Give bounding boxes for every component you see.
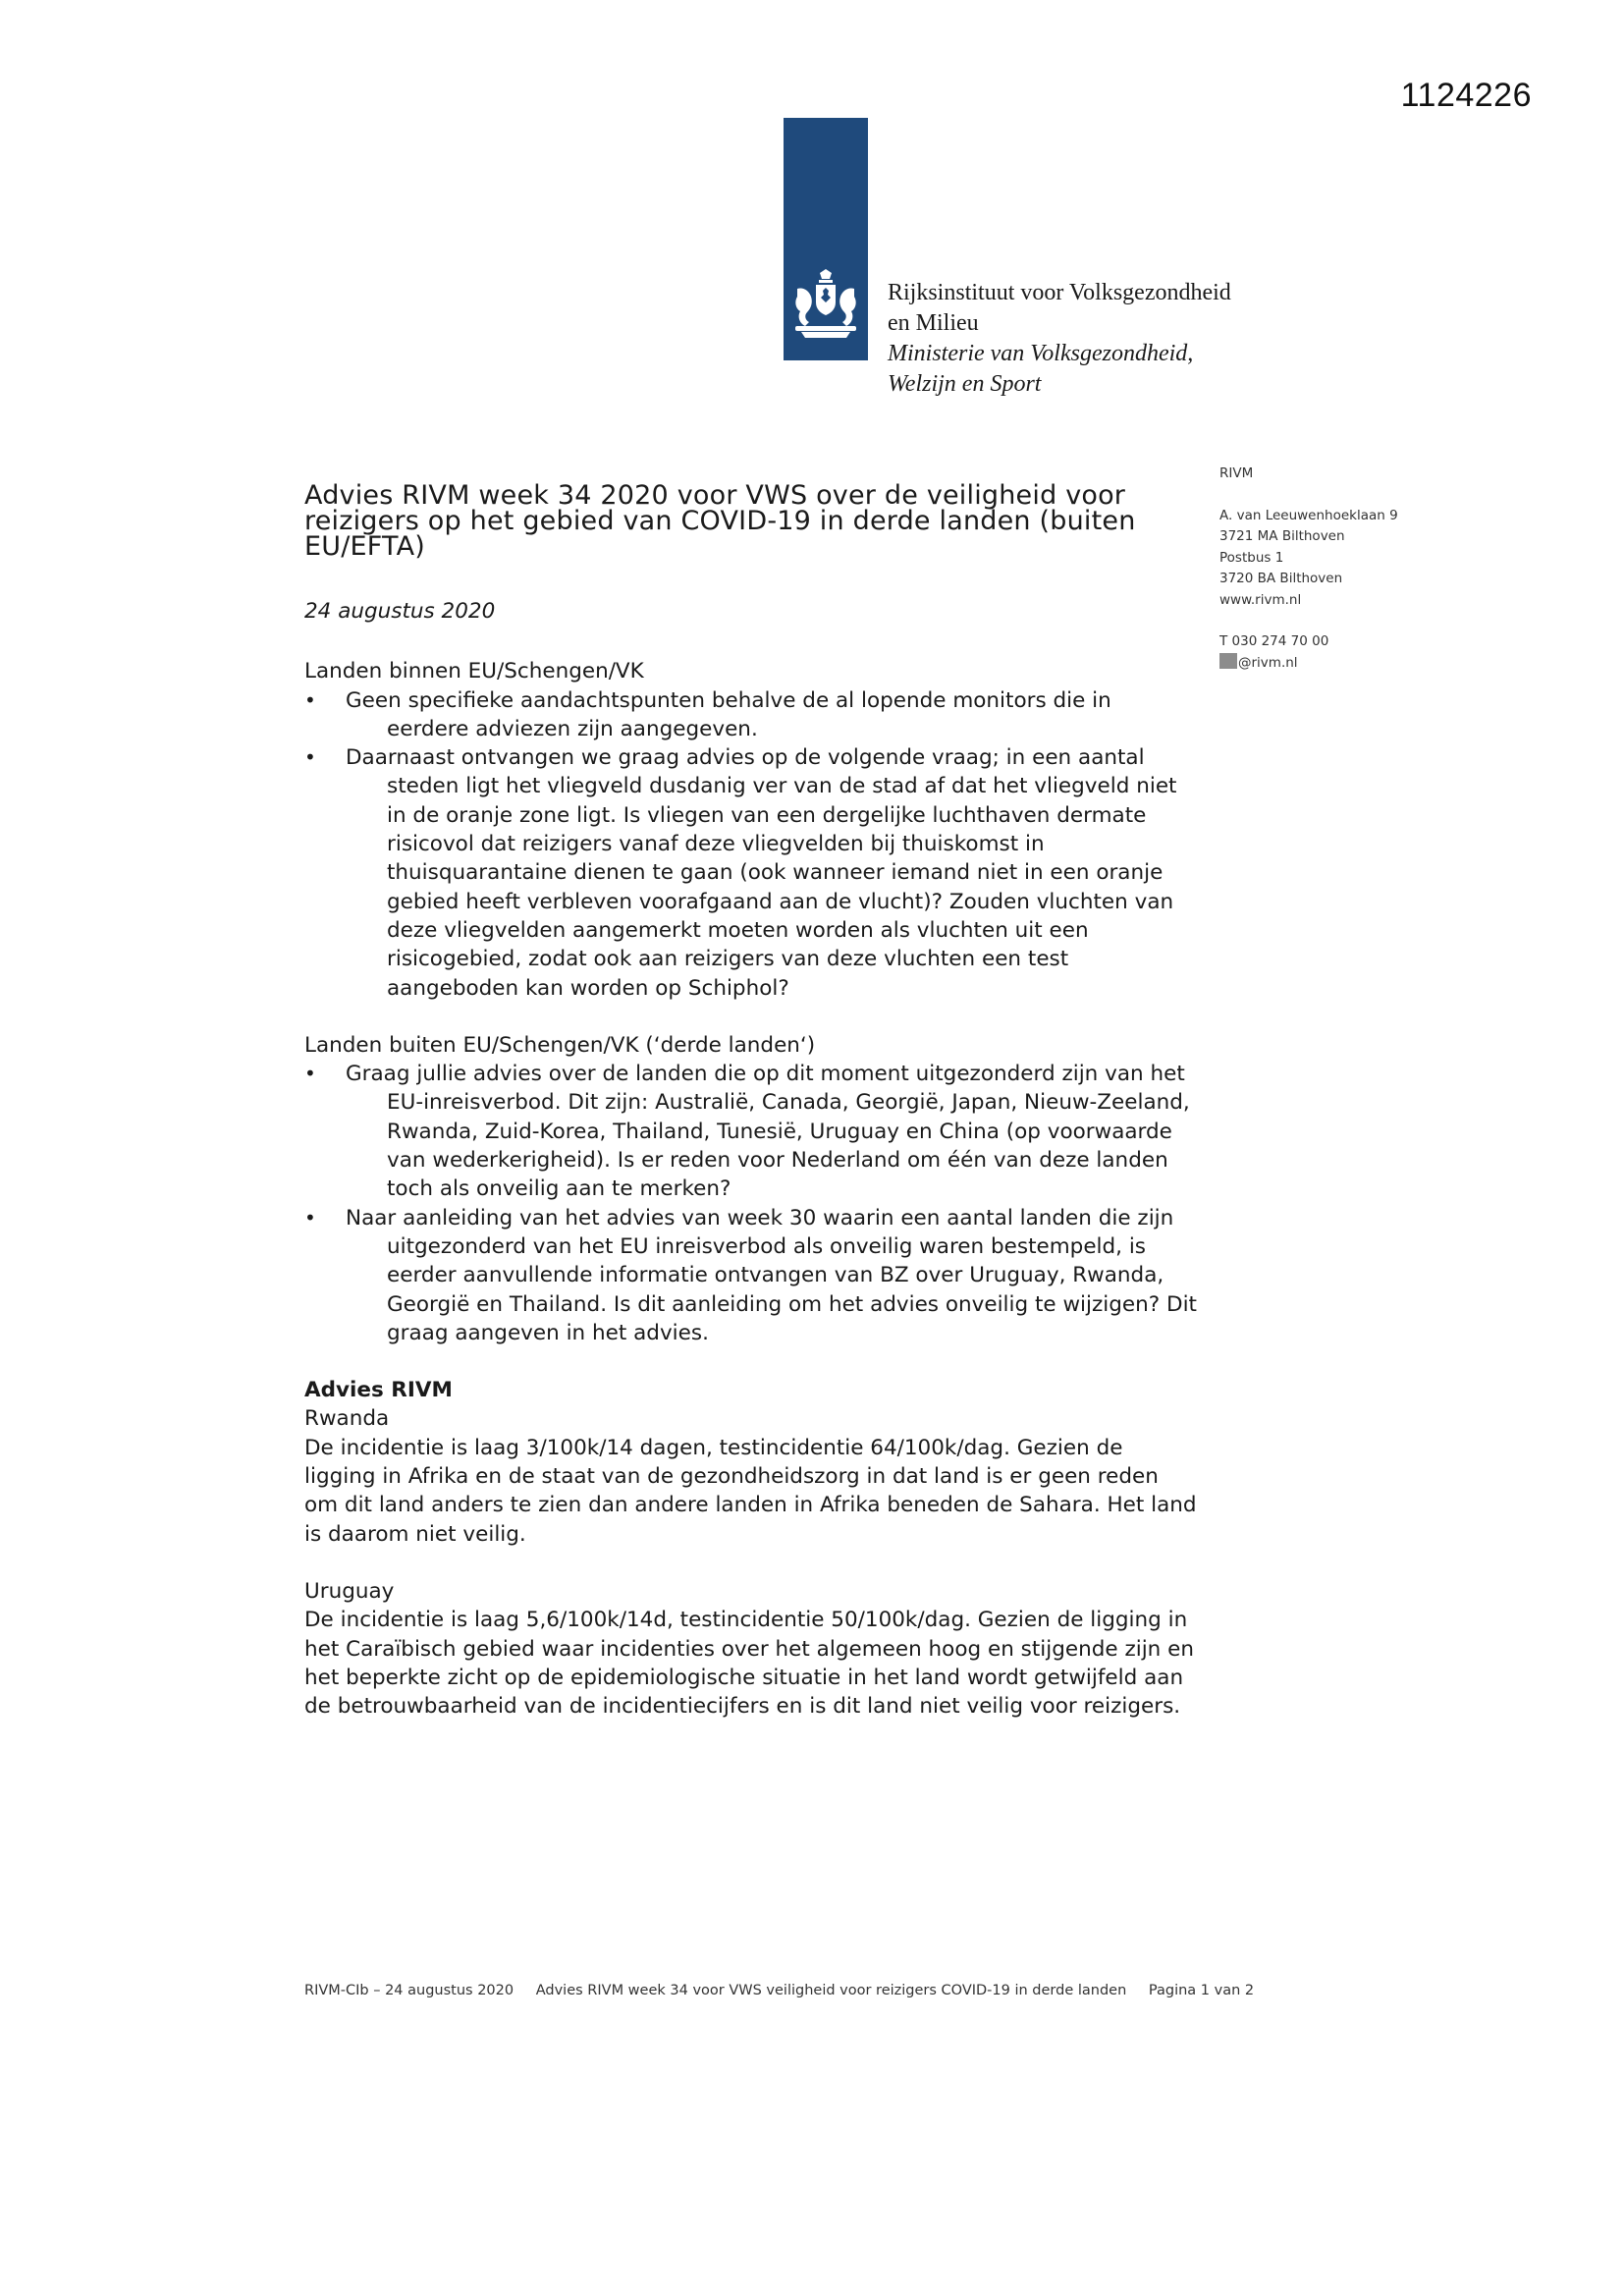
ministry-line1: Ministerie van Volksgezondheid, (888, 341, 1194, 366)
website-link[interactable]: www.rivm.nl (1219, 591, 1302, 608)
document-title (304, 480, 1198, 562)
uruguay-label: Uruguay (304, 1578, 395, 1604)
section-third-list (304, 1060, 1198, 1347)
rwanda-label: Rwanda (304, 1406, 390, 1432)
title-line2: reizigers op het gebied van COVID-19 in derde landen (buiten (304, 506, 1136, 536)
uruguay-text: De incidentie is laag 5,6/100k/14d, testincidentie 50/100k/dag. Gezien de ligging in het Caraïbisch gebied waar incidenties over het algemeen hoog en stijgende zijn en het beperkte zicht op de epidemiologische situatie in het land wordt getwijfeld aan de betrouwbaarheid van de incidentiecijfers en is dit land niet veilig voor reizigers. (304, 1608, 1194, 1720)
logo-bar (784, 118, 868, 360)
phone-number: T 030 274 70 00 (1219, 633, 1329, 649)
section-eu-list (304, 686, 1198, 1003)
org-name-line2: en Milieu (888, 310, 979, 336)
address-postbus: Postbus 1 (1219, 549, 1284, 566)
sender-address (1219, 464, 1398, 674)
document-number: 1124226 (1400, 77, 1532, 114)
email-suffix[interactable]: @rivm.nl (1238, 654, 1298, 671)
address-postal: 3720 BA Bilthoven (1219, 571, 1343, 586)
list-item: • Geen specifieke aandachtspunten behalve de al lopende monitors die in eerdere adviezen zijn aangegeven. (304, 687, 1111, 741)
page-footer (304, 1983, 1272, 1998)
footer-left: RIVM-CIb – 24 augustus 2020 (304, 1983, 514, 1998)
address-street: A. van Leeuwenhoeklaan 9 (1219, 507, 1398, 523)
footer-middle: Advies RIVM week 34 voor VWS veiligheid voor reizigers COVID-19 in derde landen (535, 1983, 1127, 1998)
rwanda-text: De incidentie is laag 3/100k/14 dagen, testincidentie 64/100k/dag. Gezien de ligging in Afrika en de staat van de gezondheidszorg in dat land is er geen reden om dit land anders te zien dan andere landen in Afrika beneden de Sahara. Het land is daarom niet veilig. (304, 1435, 1197, 1547)
crest-icon (787, 267, 864, 344)
advice-heading: Advies RIVM (304, 1378, 453, 1403)
org-name-line1: Rijksinstituut voor Volksgezondheid (888, 280, 1231, 305)
organization-name (888, 278, 1231, 400)
page-number: Pagina 1 van 2 (1148, 1983, 1255, 1998)
sender-org: RIVM (1219, 465, 1254, 481)
redaction-box (1219, 653, 1237, 669)
section-eu-label: Landen binnen EU/Schengen/VK (304, 659, 644, 684)
list-item: • Daarnaast ontvangen we graag advies op de volgende vraag; in een aantal steden ligt het vliegveld dusdanig ver van de stad af dat het vliegveld niet in de oranje zone ligt. Is vliegen van een dergelijke luchthaven dermate risicovol dat reizigers vanaf deze vliegvelden bij thuiskomst in thuisquarantaine dienen te gaan (ook wanneer iemand niet in een oranje gebied heeft verbleven voorafgaand aan de vlucht)? Zouden vluchten van deze vliegvelden aangemerkt moeten worden als vluchten uit een risicogebied, zodat ook aan reizigers van deze vluchten een test aangeboden kan worden op Schiphol? (304, 745, 1177, 1001)
document-body (304, 480, 1198, 1721)
title-line3: EU/EFTA) (304, 531, 426, 562)
section-third-label: Landen buiten EU/Schengen/VK (‘derde landen‘) (304, 1032, 816, 1058)
list-item: • Naar aanleiding van het advies van week 30 waarin een aantal landen die zijn uitgezonderd van het EU inreisverbod als onveilig waren bestempeld, is eerder aanvullende informatie ontvangen van BZ over Uruguay, Rwanda, Georgië en Thailand. Is dit aanleiding om het advies onveilig te wijzigen? Dit graag aangeven in het advies. (304, 1205, 1197, 1345)
document-date: 24 augustus 2020 (304, 599, 496, 624)
title-line1: Advies RIVM week 34 2020 voor VWS over de veiligheid voor (304, 480, 1126, 511)
address-city: 3721 MA Bilthoven (1219, 528, 1345, 544)
list-item: • Graag jullie advies over de landen die op dit moment uitgezonderd zijn van het EU-inreisverbod. Dit zijn: Australië, Canada, Georgië, Japan, Nieuw-Zeeland, Rwanda, Zuid-Korea, Thailand, Tunesië, Uruguay en China (op voorwaarde van wederkerigheid). Is er reden voor Nederland om één van deze landen toch als onveilig aan te merken? (304, 1062, 1190, 1202)
email-line (1219, 653, 1398, 675)
ministry-line2: Welzijn en Sport (888, 371, 1042, 397)
